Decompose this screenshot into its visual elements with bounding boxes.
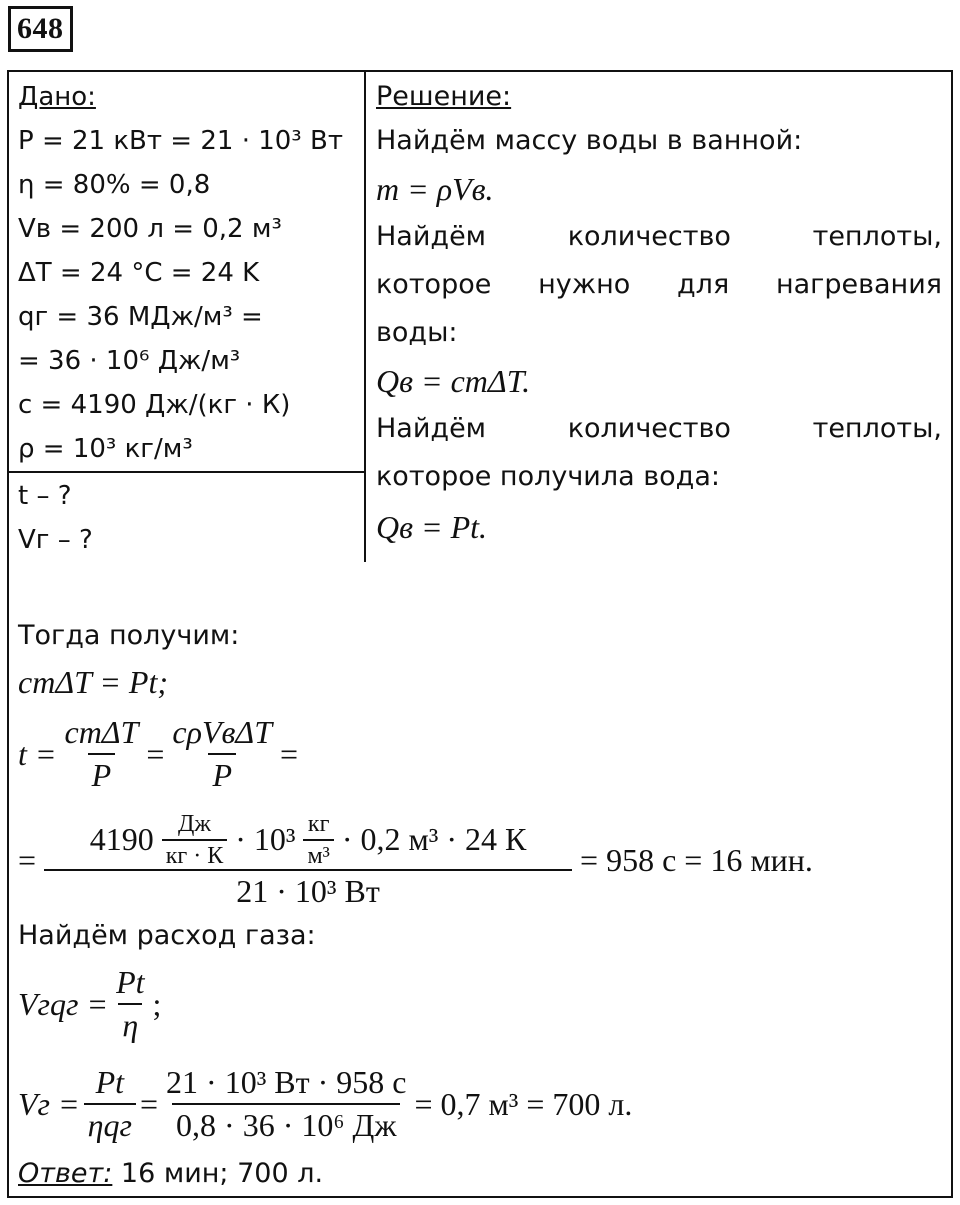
fraction <box>112 964 148 1044</box>
given-line: = 36 · 10⁶ Дж/м³ <box>18 346 241 376</box>
equals-sign: = <box>18 841 37 878</box>
formula-gas-volume <box>18 1058 632 1150</box>
solution-text: Найдём массу воды в ванной: <box>376 125 803 156</box>
formula-time-calculation <box>18 806 813 914</box>
unit-denominator: кг · К <box>162 839 228 869</box>
fraction <box>44 811 572 910</box>
fraction <box>60 714 142 794</box>
fraction-numerator: Pt <box>95 1064 125 1100</box>
problem-number: 648 <box>8 6 73 52</box>
gas-result: = 0,7 м³ = 700 л. <box>414 1085 633 1122</box>
fraction-denominator: η <box>118 1003 142 1044</box>
unit-numerator: кг <box>307 810 330 837</box>
unit-denominator: м³ <box>303 839 333 869</box>
fraction-denominator: 21 · 10³ Вт <box>44 869 572 910</box>
answer-line <box>18 1150 323 1198</box>
fraction <box>168 714 276 794</box>
fraction-denominator: 0,8 · 36 · 10⁶ Дж <box>172 1103 400 1144</box>
formula-gas-balance <box>18 958 161 1050</box>
given-line: ρ = 10³ кг/м³ <box>18 434 193 464</box>
solution-text: Тогда получим: <box>18 620 240 651</box>
gas-lhs: Vгqг = <box>18 985 109 1022</box>
solution-text-justified <box>376 213 942 261</box>
word: которое <box>376 269 492 300</box>
time-result: = 958 с = 16 мин. <box>580 841 813 878</box>
t-lhs: t = <box>18 735 57 772</box>
fraction-denominator: P <box>208 753 236 794</box>
unit-fraction <box>303 811 333 869</box>
answer-label: Ответ: <box>18 1158 113 1189</box>
fraction-numerator: cρVвΔT <box>172 714 272 750</box>
solution-text: Найдём расход газа: <box>18 920 316 951</box>
fraction <box>84 1064 136 1144</box>
given-line: Vв = 200 л = 0,2 м³ <box>18 214 282 244</box>
word: теплоты, <box>812 221 942 252</box>
value: 4190 <box>89 821 154 857</box>
unit-numerator: Дж <box>178 810 211 837</box>
fraction-numerator: cmΔT <box>64 714 139 750</box>
equals-sign: = <box>280 735 299 772</box>
value: · 10³ <box>235 821 296 857</box>
solution-title: Решение: <box>376 81 512 112</box>
gas-volume-lhs: Vг = <box>18 1085 80 1122</box>
solution-text: воды: <box>376 317 458 348</box>
find-line: t – ? <box>18 481 72 511</box>
fraction <box>162 1064 410 1144</box>
word: Найдём <box>376 221 487 252</box>
word: нагревания <box>775 269 942 300</box>
fraction-denominator: P <box>88 753 116 794</box>
word: количество <box>567 221 731 252</box>
word: для <box>677 269 730 300</box>
equals-sign: = <box>139 1085 159 1122</box>
word: Найдём <box>376 413 487 444</box>
find-line: Vг – ? <box>18 525 93 555</box>
solution-text-justified <box>376 405 942 453</box>
formula-mass: m = ρVв. <box>376 171 494 207</box>
given-line: P = 21 кВт = 21 · 10³ Вт <box>18 126 343 156</box>
solution-text: которое получила вода: <box>376 461 720 492</box>
word: теплоты, <box>812 413 942 444</box>
semicolon: ; <box>152 985 162 1022</box>
given-title: Дано: <box>18 82 96 112</box>
unit-fraction <box>162 811 228 869</box>
fraction-numerator: 21 · 10³ Вт · 958 с <box>166 1064 407 1100</box>
solution-text-justified <box>376 261 942 309</box>
fraction-denominator: ηqг <box>84 1103 136 1144</box>
word: количество <box>567 413 731 444</box>
formula-heat-received: Qв = Pt. <box>376 509 488 545</box>
fraction-numerator: Pt <box>116 964 145 1000</box>
formula-heat-water: Qв = cmΔT. <box>376 363 531 399</box>
given-line: ΔT = 24 °C = 24 K <box>18 258 260 288</box>
given-line: qг = 36 МДж/м³ = <box>18 302 263 332</box>
given-line: η = 80% = 0,8 <box>18 170 211 200</box>
word: нужно <box>538 269 631 300</box>
formula-balance: cmΔT = Pt; <box>18 664 168 700</box>
formula-time-expression: t = $\frac{\text{cmΔT}}{P}$ = $\frac{\text{cρVвΔT}}{P}$ = <box>18 714 299 793</box>
given-line: c = 4190 Дж/(кг · К) <box>18 390 291 420</box>
answer-text: 16 мин; 700 л. <box>112 1158 324 1189</box>
given-divider-vertical <box>364 70 366 562</box>
value: · 0,2 м³ · 24 К <box>341 821 527 857</box>
